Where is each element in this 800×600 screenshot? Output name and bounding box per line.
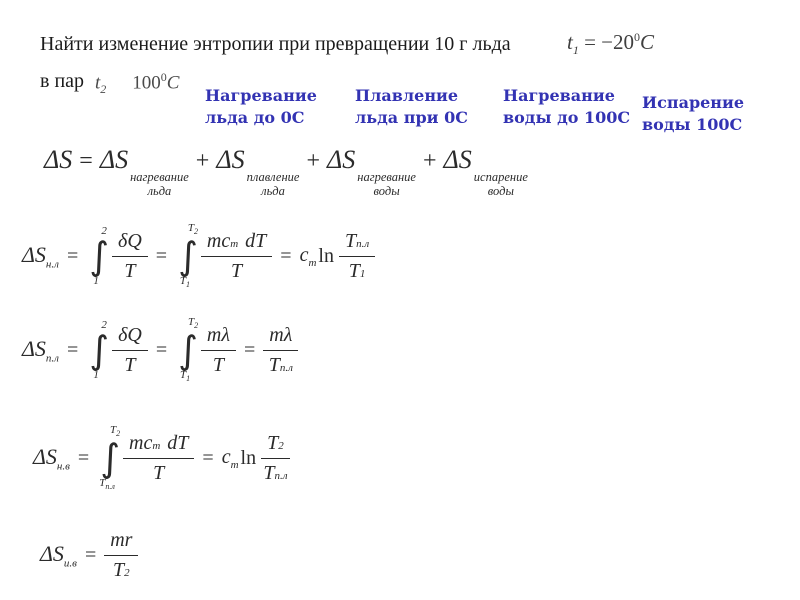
- differential-dt: dT: [167, 431, 189, 454]
- stage-label-heat-ice: [205, 85, 317, 129]
- fraction-numerator: mλ: [263, 323, 298, 351]
- integral-lower-limit: [180, 275, 190, 290]
- fraction-dq-t: [112, 323, 148, 378]
- equals-sign: =: [84, 544, 97, 566]
- t2-value: 100: [132, 72, 161, 94]
- limit-base: T: [187, 316, 195, 328]
- fraction-denominator: [269, 351, 293, 378]
- limit-base: T: [179, 369, 187, 382]
- equals-sign: =: [155, 338, 168, 361]
- c-var: c: [299, 243, 309, 266]
- integral-temperature: [178, 222, 198, 290]
- equals-sign: =: [77, 446, 90, 469]
- integral-lower-limit: 1: [93, 275, 99, 288]
- heat-capacity-sub: m: [230, 237, 239, 250]
- var-t1: t: [567, 30, 573, 54]
- temp-sub: 2: [124, 567, 130, 579]
- entropy-sum-formula: [44, 146, 528, 199]
- term-subscript: [130, 170, 189, 199]
- limit-sub: 2: [194, 227, 199, 237]
- limit-base: T: [179, 275, 187, 288]
- temp-base: T: [344, 229, 357, 252]
- t1-unit: C: [640, 30, 655, 54]
- t1-value: = −20: [578, 30, 635, 54]
- fraction-mcdt-t: [123, 431, 194, 486]
- fraction-result: [263, 323, 298, 378]
- var-t2-sub: 2: [100, 82, 107, 97]
- limit-sub: 2: [116, 429, 121, 439]
- delta-s-sub: и.в: [63, 557, 77, 570]
- fraction-ln-arg: [261, 431, 290, 486]
- fraction-denominator: T: [153, 461, 165, 484]
- t1-degree: 0: [634, 30, 641, 44]
- limit-sub: 1: [186, 374, 191, 384]
- subscript-line1: нагревание: [357, 170, 416, 184]
- term-base: ΔS: [327, 145, 356, 174]
- fraction-denominator: T: [231, 259, 243, 282]
- formula-lhs: [33, 444, 70, 472]
- integral-icon: ∫: [89, 327, 110, 372]
- fraction-denominator: T: [124, 259, 136, 282]
- stage-label-line: Нагревание: [503, 86, 615, 105]
- stage-label-line: воды 100C: [642, 115, 743, 134]
- title-text-2: в пар: [40, 70, 85, 92]
- limit-base: T: [99, 477, 106, 490]
- equals-sign: =: [155, 244, 168, 267]
- fraction-numerator: [261, 431, 290, 459]
- sum-term-heat-ice: [100, 146, 189, 199]
- plus-sign: +: [306, 148, 320, 174]
- stage-label-line: Нагревание: [205, 86, 317, 105]
- stage-label-line: Плавление: [355, 86, 459, 105]
- subscript-line2: льда: [147, 184, 172, 199]
- fraction-numerator: [201, 229, 272, 257]
- equals-sign: =: [66, 338, 79, 361]
- integral-lower-limit: [180, 369, 190, 384]
- plus-sign: +: [422, 148, 437, 174]
- temp-sub: п.л: [274, 469, 288, 482]
- limit-base: T: [110, 424, 117, 436]
- heat-capacity-sub: m: [152, 439, 161, 452]
- temp-base: T: [348, 259, 360, 282]
- fraction-numerator: [339, 229, 375, 257]
- fraction-dq-t: [112, 229, 148, 284]
- t2-unit: C: [166, 72, 180, 94]
- fraction-numerator: mλ: [201, 323, 236, 351]
- fraction-mlambda-t: [201, 323, 236, 378]
- limit-sub: 1: [186, 280, 191, 290]
- fraction-numerator: δQ: [112, 323, 148, 351]
- term-subscript: [357, 170, 416, 199]
- var-t2: t: [95, 72, 101, 94]
- temp-base: T: [268, 353, 280, 376]
- mass-heat-capacity: mc: [206, 229, 231, 252]
- integral-temperature: [100, 424, 120, 492]
- title-line-2: [40, 70, 84, 93]
- equals-sign: =: [79, 148, 93, 174]
- temp-base: T: [113, 559, 125, 581]
- limit-sub: п.л: [105, 482, 115, 492]
- fraction-denominator: T: [212, 353, 225, 376]
- temp-sub: 2: [278, 439, 284, 452]
- subscript-line2: воды: [487, 184, 514, 199]
- stage-label-line: воды до 100C: [503, 108, 631, 127]
- equals-sign: =: [202, 446, 214, 469]
- integral-lower-limit: [99, 477, 115, 492]
- formula-lhs: [22, 336, 59, 364]
- title-text-1: Найти изменение энтропии при превращении 10 г льда: [40, 33, 511, 55]
- delta-s: ΔS: [22, 241, 46, 267]
- equals-sign: =: [280, 244, 292, 267]
- t2-degree: 0: [160, 70, 167, 84]
- delta-s: ΔS: [22, 335, 46, 361]
- specific-heat: [222, 446, 239, 471]
- integral-upper-limit: [110, 424, 120, 439]
- fraction-denominator: T: [124, 353, 136, 376]
- fraction-ln-arg: [339, 229, 375, 284]
- integral-icon: ∫: [178, 327, 198, 372]
- stage-label-evap-water: [642, 92, 744, 136]
- integral-icon: ∫: [178, 233, 198, 278]
- integral-icon: ∫: [100, 435, 120, 480]
- mass-heat-capacity: mc: [129, 431, 153, 454]
- c-sub: m: [308, 256, 317, 269]
- temp-base: T: [267, 431, 279, 454]
- delta-s: ΔS: [40, 541, 64, 567]
- plus-sign: +: [195, 148, 210, 174]
- integral-lower-limit: 1: [93, 369, 99, 382]
- fraction-mr-t2: [104, 528, 138, 583]
- term-base: ΔS: [216, 145, 245, 174]
- delta-s-total: ΔS: [44, 145, 73, 174]
- integral-upper-limit: [188, 316, 198, 331]
- stage-label-melt-ice: [355, 85, 468, 129]
- ln-operator: ln: [240, 446, 257, 469]
- temp-sub: п.л: [356, 237, 370, 250]
- fraction-denominator: [263, 459, 287, 486]
- limit-sub: 2: [194, 321, 199, 331]
- differential-dt: dT: [245, 229, 267, 252]
- formula-heat-ice: [22, 222, 375, 290]
- fraction-denominator: [113, 556, 130, 583]
- temp-base: T: [263, 461, 275, 484]
- delta-s-sub: н.в: [56, 460, 70, 473]
- integral-upper-limit: [188, 222, 198, 237]
- sum-term-heat-water: [327, 146, 416, 199]
- integral-generic: [89, 225, 109, 287]
- fraction-numerator: δQ: [112, 229, 148, 257]
- ln-operator: ln: [318, 244, 334, 267]
- temp-sub: 1: [359, 267, 366, 280]
- stage-label-line: льда до 0C: [205, 108, 305, 127]
- delta-s: ΔS: [33, 443, 57, 469]
- formula-melt-ice: [22, 316, 298, 384]
- c-var: c: [221, 445, 231, 468]
- integral-temperature: [178, 316, 198, 384]
- integral-upper-limit: 2: [101, 318, 107, 331]
- term-subscript: [247, 170, 300, 199]
- delta-s-sub: п.л: [45, 352, 59, 365]
- title-line-1: [40, 33, 511, 56]
- var-t1-sub: 1: [572, 43, 579, 58]
- sum-term-melt-ice: [216, 146, 299, 199]
- formula-evap-water: [40, 528, 138, 583]
- c-sub: m: [230, 458, 239, 471]
- title-math-t2: [95, 70, 179, 97]
- integral-generic: [89, 319, 109, 381]
- fraction-numerator: [123, 431, 194, 459]
- stage-label-heat-water: [503, 85, 630, 129]
- formula-lhs: [22, 242, 59, 270]
- term-base: ΔS: [443, 145, 472, 174]
- fraction-denominator: [349, 257, 366, 284]
- formula-heat-water: [33, 424, 290, 492]
- term-base: ΔS: [99, 145, 129, 174]
- subscript-line2: воды: [373, 184, 400, 199]
- limit-base: T: [187, 222, 195, 234]
- fraction-numerator: mr: [104, 528, 138, 556]
- subscript-line2: льда: [261, 184, 285, 199]
- fraction-mcdt-t: [201, 229, 272, 284]
- subscript-line1: испарение: [473, 170, 528, 184]
- equals-sign: =: [66, 244, 79, 267]
- stage-label-line: льда при 0C: [355, 108, 468, 127]
- formula-lhs: [40, 541, 77, 569]
- equals-sign: =: [244, 338, 256, 361]
- delta-s-sub: н.л: [45, 258, 59, 271]
- stage-label-line: Испарение: [642, 93, 745, 112]
- integral-icon: ∫: [89, 233, 110, 278]
- temp-sub: п.л: [279, 361, 293, 374]
- term-subscript: [474, 170, 528, 199]
- subscript-line1: нагревание: [130, 170, 189, 184]
- title-math-t1: [567, 30, 654, 58]
- specific-heat: [300, 244, 317, 269]
- sum-term-evap-water: [444, 146, 528, 199]
- integral-upper-limit: 2: [101, 224, 107, 237]
- subscript-line1: плавление: [246, 170, 300, 184]
